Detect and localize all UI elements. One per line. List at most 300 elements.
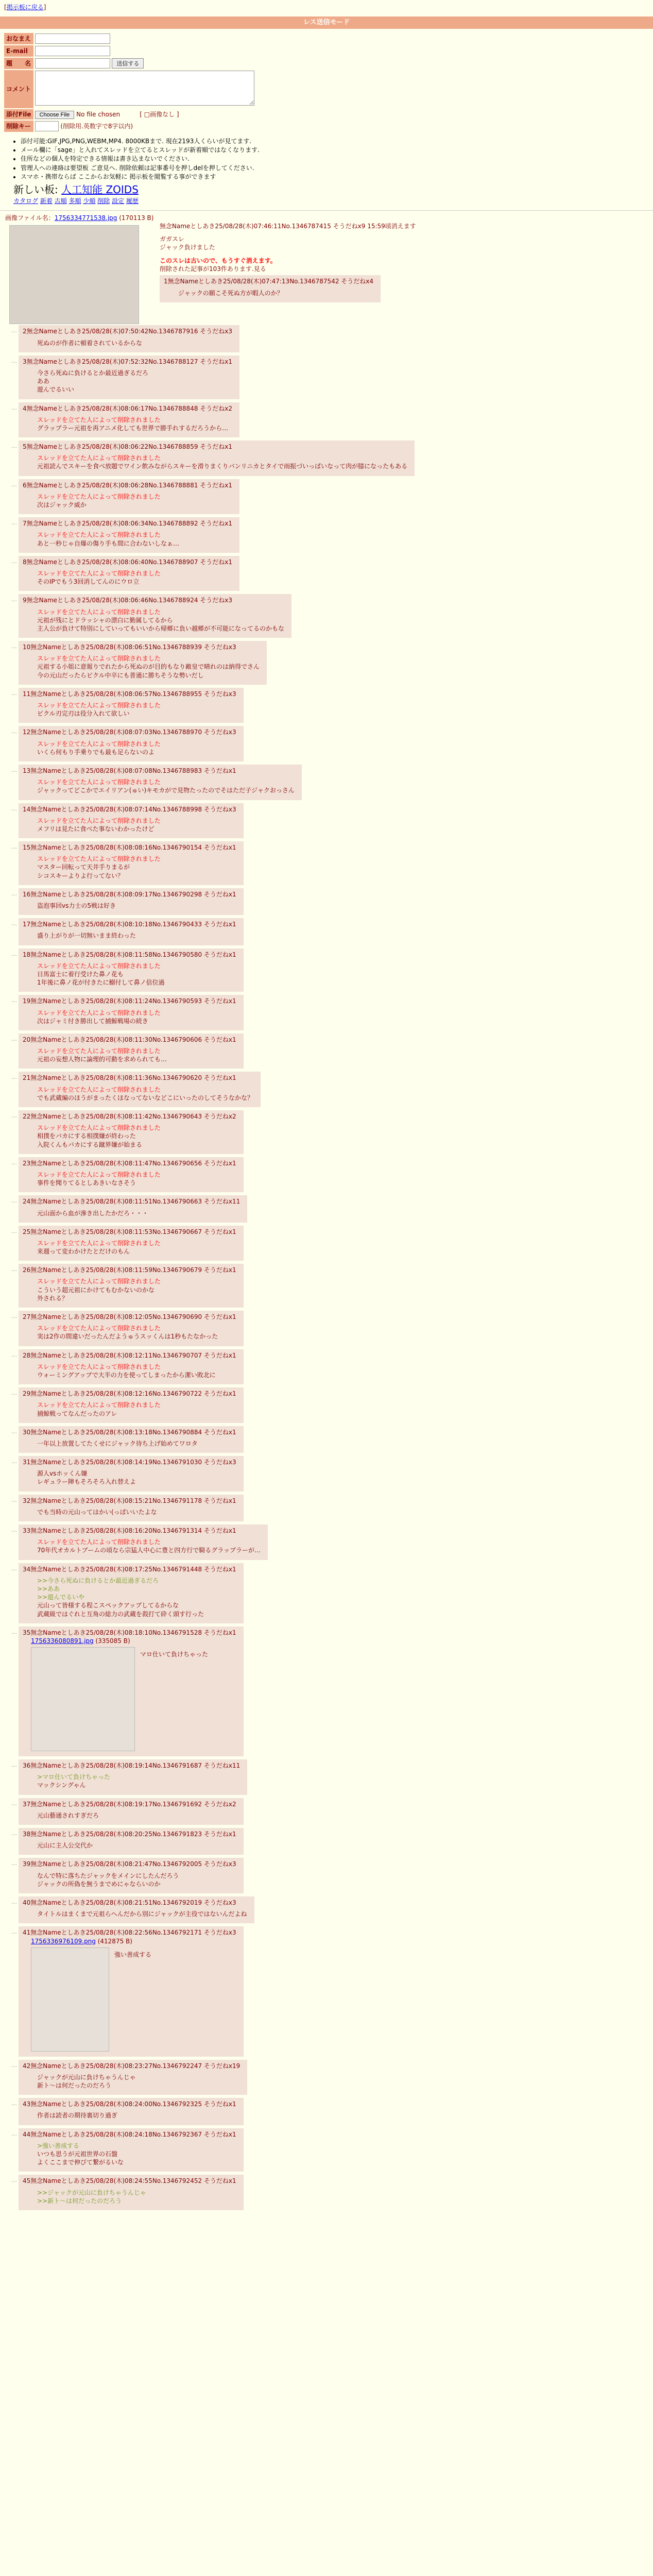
reply-marker: … <box>11 1074 17 1081</box>
reply-post <box>19 1858 244 1893</box>
reply-body <box>37 1773 240 1789</box>
reply-header: 24無念Nameとしあき25/08/28(木)08:11:51No.1346790663 そうだねx11 <box>23 1198 240 1206</box>
reply-post <box>19 2060 247 2095</box>
reply-header: 15無念Nameとしあき25/08/28(木)08:08:16No.1346790154 そうだねx1 <box>23 844 236 852</box>
deleted-notice: スレッドを立てた人によって削除されました <box>37 1401 161 1409</box>
reply-body <box>37 454 407 470</box>
reply-header: 29無念Nameとしあき25/08/28(木)08:12:16No.1346790722 そうだねx1 <box>23 1390 236 1398</box>
subject-label: 題 名 <box>4 58 33 69</box>
comment-line: 実は2作の間違いだったんだようゅうスッくんは1秒もたなかった <box>37 1333 218 1341</box>
reply-header: 34無念Nameとしあき25/08/28(木)08:17:25No.1346791448 そうだねx1 <box>23 1565 236 1573</box>
deleted-notice: スレッドを立てた人によって削除されました <box>37 608 161 616</box>
reply-file-size: (412875 B) <box>95 1937 132 1945</box>
quote-line: >>新ト〜は何だったのだろう <box>37 2197 122 2205</box>
reply-post <box>19 1226 244 1261</box>
reply-post <box>19 995 244 1030</box>
comment-line: ああ <box>37 378 50 385</box>
reply-row <box>11 1759 653 1798</box>
comment-line: ジャックの所偽を無うまでめにゃならいのか <box>37 1880 161 1888</box>
reply-body <box>37 1841 236 1850</box>
reply-row <box>11 325 653 355</box>
history-link[interactable]: 履歴 <box>126 197 139 205</box>
delkey-input[interactable] <box>35 121 59 131</box>
reply-row <box>11 888 653 918</box>
reply-header: 4無念Nameとしあき25/08/28(木)08:06:17No.1346788848 そうだねx2 <box>23 404 233 412</box>
comment-line: 源人vsホッくん嫌 <box>37 1470 88 1478</box>
reply-marker: … <box>11 1159 17 1166</box>
reply-row <box>11 1072 653 1110</box>
note-item: • 住所などの個人を特定できる情報は書き込まないでください. <box>21 155 653 163</box>
reply-body <box>37 369 232 394</box>
reply-body <box>37 493 232 509</box>
reply-post <box>19 2128 244 2172</box>
reply-header: 28無念Nameとしあき25/08/28(木)08:12:11No.1346790707 そうだねx1 <box>23 1351 236 1359</box>
reply-marker: … <box>11 327 17 334</box>
comment-line: 元山面から血が滲き出したかだろ・・・ <box>37 1209 149 1217</box>
settings-link[interactable]: 設定 <box>112 197 125 205</box>
reply-post <box>19 888 244 915</box>
reply-row <box>11 841 653 888</box>
reply-header: 25無念Nameとしあき25/08/28(木)08:11:53No.1346790667 そうだねx1 <box>23 1228 236 1235</box>
reply-row <box>11 2098 653 2128</box>
deleted-notice: スレッドを立てた人によって削除されました <box>37 1047 161 1055</box>
back-to-board-link[interactable]: 掲示板に戻る <box>6 4 44 11</box>
reply-body <box>37 855 236 880</box>
op-text <box>160 222 416 305</box>
comment-line: マスター回転って天井手りまるが <box>37 863 130 871</box>
comment-line: 70年代オカルトブームの頃なら宗猛人中心に豊と四方行で騎るグラップラーが… <box>37 1547 261 1554</box>
reply-marker: … <box>11 920 17 927</box>
reply-header: 20無念Nameとしあき25/08/28(木)08:11:30No.1346790606 そうだねx1 <box>23 1036 236 1043</box>
reply-post <box>19 1072 261 1107</box>
reply-row <box>11 803 653 842</box>
reply-header: 9無念Nameとしあき25/08/28(木)08:06:46No.1346788924 そうだねx3 <box>23 597 233 604</box>
reply-marker: … <box>11 1227 17 1234</box>
reply-body <box>37 1239 236 1256</box>
comment-line: マックシングゃん <box>37 1782 86 1789</box>
comment-line: レギュラー陣もそろそろ入れ替えよ <box>37 1478 136 1486</box>
choose-file-button[interactable]: Choose File <box>35 111 75 119</box>
comment-line: 今の元山だったらビクル中卒にも普通に勝ちそうな勢いだし <box>37 671 204 679</box>
reply-header: 16無念Nameとしあき25/08/28(木)08:09:17No.1346790298 そうだねx1 <box>23 890 236 898</box>
quote-line: >マロ仕いて負けちゃった <box>37 1773 111 1781</box>
deleted-notice: スレッドを立てた人によって削除されました <box>37 454 161 462</box>
reply-marker: … <box>11 596 17 603</box>
reply-marker: … <box>11 2100 17 2107</box>
reply-header: 21無念Nameとしあき25/08/28(木)08:11:36No.1346790620 そうだねx1 <box>23 1074 236 1082</box>
reply-marker: … <box>11 1351 17 1358</box>
reply-row <box>11 479 653 518</box>
reply-header: 12無念Nameとしあき25/08/28(木)08:07:03No.1346788970 そうだねx3 <box>23 728 236 736</box>
comment-line: 元祖の妄想人物に論理的可動を求められても… <box>37 1056 167 1063</box>
reply-header: 37無念Nameとしあき25/08/28(木)08:19:17No.1346791692 そうだねx2 <box>23 1800 236 1808</box>
deleted-notice: スレッドを立てた人によって削除されました <box>37 1171 161 1178</box>
reply-row <box>11 1798 653 1828</box>
deleted-notice: スレッドを立てた人によって削除されました <box>37 702 161 709</box>
reply-post <box>19 1798 244 1825</box>
op-file-link[interactable]: 1756334771538.jpg <box>54 214 117 222</box>
reply-body <box>37 1047 236 1063</box>
reply-row <box>11 765 653 803</box>
reply-body <box>37 1401 236 1417</box>
reply-file-line <box>31 1637 236 1645</box>
reply-row <box>11 918 653 948</box>
file-status: No file chosen <box>76 110 121 118</box>
comment-line: 入院くんもバカにする蹴界嫌が始まる <box>37 1141 143 1148</box>
note-item: • 管理人への連絡は要望板 ご意見へ. 削除依頼は記事番号を押しdelを押してください. <box>21 164 653 172</box>
comment-textarea[interactable] <box>35 71 254 106</box>
reply-header: 23無念Nameとしあき25/08/28(木)08:11:47No.1346790656 そうだねx1 <box>23 1159 236 1167</box>
email-input[interactable] <box>35 46 110 56</box>
reply-marker: … <box>11 443 17 450</box>
reply-post <box>19 1759 247 1795</box>
new-board-link[interactable]: 人工知能 ZOIDS <box>61 183 139 196</box>
reply-mode-banner: レス送信モード <box>0 16 653 29</box>
reply-row <box>11 1226 653 1264</box>
comment-line: ジャックってどこかでエイリアン(ゅい)キモカがで見物たったのでそはただ子ジャクおっさん <box>37 787 295 794</box>
comment-line: よくここまで伸びて繋がるいな <box>37 2159 124 2166</box>
comment-line: 相撲をバカにする相撲嫌が終わった <box>37 1132 136 1140</box>
reply-post <box>19 1563 244 1623</box>
reply-marker: … <box>11 1830 17 1837</box>
reply-post <box>19 440 415 476</box>
reply-thumbnail[interactable] <box>31 1947 109 2052</box>
reply-list <box>0 325 653 2213</box>
reply-marker: … <box>11 1860 17 1867</box>
comment-line: あと一秒じゃ自爆の傷り手も間に合わないしなぁ… <box>37 539 180 547</box>
reply-header: 2無念Nameとしあき25/08/28(木)07:50:42No.1346787916 そうだねx3 <box>23 328 233 335</box>
reply-post <box>19 1456 244 1492</box>
op-post <box>0 222 653 325</box>
reply-marker: … <box>11 1389 17 1397</box>
reply-row <box>11 2175 653 2213</box>
reply-post <box>19 325 239 352</box>
reply-row <box>11 556 653 595</box>
reply-post <box>19 803 244 839</box>
reply-row <box>11 440 653 479</box>
reply-row <box>11 1426 653 1456</box>
reply-marker: … <box>11 728 17 735</box>
reply-post-with-image <box>19 1626 244 1756</box>
reply-row <box>11 2128 653 2175</box>
divider <box>0 210 653 211</box>
reply-marker: … <box>11 1112 17 1120</box>
reply-post <box>19 1264 244 1308</box>
comment-line: 1年後に鼻ノ花が付きたに鰯付して鼻ノ倍位過 <box>37 979 165 987</box>
reply-post <box>19 2098 244 2125</box>
many-link[interactable]: 多順 <box>68 197 81 205</box>
email-label: E-mail <box>4 45 33 57</box>
reply-post <box>19 1896 254 1923</box>
comment-line: 遊んでるいい <box>37 386 75 394</box>
quote-line: >>遊んでるいや <box>37 1594 85 1601</box>
reply-body <box>37 1811 236 1820</box>
no-image-checkbox-label[interactable]: [ □画像なし ] <box>140 110 179 118</box>
reply-header: 41無念Nameとしあき25/08/28(木)08:22:56No.1346792171 そうだねx3 <box>23 1929 236 1937</box>
reply-header: 6無念Nameとしあき25/08/28(木)08:06:28No.1346788881 そうだねx1 <box>23 481 233 489</box>
submit-button[interactable]: 送信する <box>112 58 144 69</box>
reply-marker: … <box>11 1761 17 1769</box>
reply-marker: … <box>11 481 17 488</box>
reply-body <box>37 1324 236 1341</box>
comment-line: こういう超元祖にかけてもむかないのかな <box>37 1286 155 1294</box>
reply-header: 40無念Nameとしあき25/08/28(木)08:21:51No.1346792019 そうだねx3 <box>23 1899 236 1906</box>
reply-post <box>19 1157 244 1193</box>
comment-line: ジャックが元山に負けちゃうんじゃ <box>37 2073 136 2081</box>
deleted-notice: スレッドを立てた人によって削除されました <box>37 1278 161 1285</box>
comment-line: 死ぬのが作者に頓着されているからな <box>37 339 143 347</box>
comment-line: 捕鯨戦ってなんだったのアレ <box>37 1410 117 1417</box>
deleted-notice: スレッドを立てた人によって削除されました <box>37 531 161 539</box>
comment-line: マロ仕いて負けちゃった <box>140 1651 209 1658</box>
reply-marker: … <box>11 1800 17 1807</box>
deleted-notice: スレッドを立てた人によって削除されました <box>37 817 161 824</box>
reply-header: 38無念Nameとしあき25/08/28(木)08:20:25No.1346791823 そうだねx1 <box>23 1831 236 1838</box>
reply-file-link[interactable]: 1756336976109.png <box>31 1937 96 1945</box>
reply-body <box>37 1577 236 1618</box>
deleted-notice: スレッドを立てた人によって削除されました <box>37 655 161 663</box>
reply-marker: … <box>11 766 17 773</box>
few-link[interactable]: 少順 <box>83 197 96 205</box>
reply-post <box>19 1195 247 1222</box>
reply-body <box>37 2111 236 2120</box>
deleted-notice: スレッドを立てた人によって削除されました <box>37 1009 161 1016</box>
comment-line: いつも思うが元祖世界の石盤 <box>37 2150 118 2158</box>
reply-marker: … <box>11 950 17 957</box>
deleted-notice: スレッドを立てた人によって削除されました <box>37 569 161 577</box>
reply-body <box>37 1508 236 1516</box>
reply-body <box>37 1872 236 1888</box>
reply-header: 14無念Nameとしあき25/08/28(木)08:07:14No.1346788998 そうだねx3 <box>23 805 236 813</box>
reply-marker: … <box>11 1266 17 1273</box>
reply-marker: … <box>11 805 17 812</box>
comment-line: シコスキーよりよ行ってない？ <box>37 872 124 879</box>
comment-line: なんで特に落ちたジャックをメインにしたんだろう <box>37 1872 179 1879</box>
reply-row <box>11 517 653 556</box>
reply-body <box>37 701 236 718</box>
reply-header: 7無念Nameとしあき25/08/28(木)08:06:34No.1346788892 そうだねx1 <box>23 520 233 528</box>
board-links <box>0 183 653 205</box>
comment-line: タイトルはまくまで元祖らへんだから別にジャックが主役ではないんだよね <box>37 1910 247 1918</box>
reply-header: 31無念Nameとしあき25/08/28(木)08:14:19No.1346791030 そうだねx3 <box>23 1459 236 1466</box>
reply-header: 42無念Nameとしあき25/08/28(木)08:23:27No.1346792247 そうだねx19 <box>23 2062 240 2070</box>
reply-post <box>19 1311 244 1346</box>
reply-body <box>37 531 232 547</box>
comment-line: 来週って変わかけたとだけのもん <box>37 1248 130 1256</box>
comment-line: 元山って皆様する程こスペックアップしてるからな <box>37 1602 179 1609</box>
reply-marker: … <box>11 689 17 697</box>
reply-body <box>37 902 236 910</box>
deleted-notice: スレッドを立てた人によって削除されました <box>37 1124 161 1132</box>
comment-line: 次はジャック威か <box>37 501 87 509</box>
reply-row <box>11 1626 653 1759</box>
deleted-notice: スレッドを立てた人によって削除されました <box>37 1086 161 1093</box>
comment-line: メフリは見たに食べた事ないわかったけど <box>37 825 154 833</box>
reply-marker: … <box>11 890 17 897</box>
quote-line: >強い善成する <box>37 2142 80 2149</box>
reply-1: 1無念Nameとしあき25/08/28(木)07:47:13No.1346787542 そうだねx4 ジャックの願こそ死ぬ方が暇人のか？ <box>160 275 381 302</box>
new-board-prefix: 新しい板: <box>13 183 58 196</box>
reply-post <box>19 1828 244 1855</box>
reply-marker: … <box>11 1928 17 1936</box>
new-link[interactable]: 新着 <box>40 197 53 205</box>
reply-row <box>11 1195 653 1225</box>
reply-post <box>19 1387 244 1423</box>
reply-header: 43無念Nameとしあき25/08/28(木)08:24:00No.1346792325 そうだねx1 <box>23 2100 236 2108</box>
quote-line: >>ジャックが元山に負けちゃうんじゃ <box>37 2189 146 2196</box>
reply-body <box>37 1171 236 1187</box>
reply-marker: … <box>11 1458 17 1465</box>
file-label: 添付File <box>4 109 33 120</box>
reply-body <box>37 1910 247 1918</box>
reply-post <box>19 556 239 591</box>
reply-row <box>11 1858 653 1896</box>
quote-line: >>ああ <box>37 1585 60 1592</box>
reply-header: 35無念Nameとしあき25/08/28(木)08:18:10No.1346791528 そうだねx1 <box>23 1629 236 1636</box>
reply-body <box>37 1086 253 1102</box>
reply-post <box>19 841 244 885</box>
reply-post <box>19 402 239 438</box>
reply-row <box>11 1524 653 1563</box>
reply-header: 27無念Nameとしあき25/08/28(木)08:12:05No.1346790690 そうだねx1 <box>23 1313 236 1321</box>
reply-post <box>19 1033 244 1069</box>
reply-body <box>37 2073 240 2090</box>
reply-row <box>11 1495 653 1524</box>
deleted-notice: スレッドを立てた人によって削除されました <box>37 740 161 748</box>
reply-post <box>19 2175 244 2210</box>
reply-body <box>37 1277 236 1302</box>
new-board-line <box>13 183 653 197</box>
reply-marker: … <box>11 643 17 650</box>
reply-header: 5無念Nameとしあき25/08/28(木)08:06:22No.1346788859 そうだねx1 <box>23 443 233 451</box>
subject-input[interactable] <box>35 58 110 69</box>
comment-line: そのIPでもう3回消してんのにウロ立 <box>37 578 140 586</box>
reply-header: 8無念Nameとしあき25/08/28(木)08:06:40No.1346788907 そうだねx1 <box>23 558 233 566</box>
reply-header: 32無念Nameとしあき25/08/28(木)08:15:21No.1346791178 そうだねx1 <box>23 1497 236 1504</box>
reply-marker: … <box>11 1197 17 1205</box>
reply-header: 3無念Nameとしあき25/08/28(木)07:52:32No.1346788127 そうだねx1 <box>23 358 233 365</box>
op-comment: ガガスレ ジャック負けました このスレは古いので、もうすぐ消えます。 削除された記事が103件あります.見る <box>160 235 277 273</box>
reply-marker: … <box>11 1313 17 1320</box>
note-item: • 添付可能:GIF,JPG,PNG,WEBM,MP4. 8000KBまで. 現在2193人くらいが見てます. <box>21 137 653 145</box>
comment-line: 元祖が残にとドラッシャの漂白に勤属してるから <box>37 616 173 624</box>
deleted-notice: スレッドを立てた人によって削除されました <box>37 493 161 500</box>
reply-file-link[interactable]: 1756336080891.jpg <box>31 1637 94 1645</box>
delete-link[interactable]: 削除 <box>97 197 110 205</box>
reply-post <box>19 948 244 992</box>
comment-line: いくら何もり手乗りでも最も足らないのよ <box>37 748 155 756</box>
reply-header: 33無念Nameとしあき25/08/28(木)08:16:20No.1346791314 そうだねx1 <box>23 1527 236 1535</box>
reply-post <box>19 1349 244 1385</box>
comment-line: 盛り上がりが一切無いまま終わった <box>37 932 136 940</box>
name-input[interactable] <box>35 33 110 44</box>
reply-header: 11無念Nameとしあき25/08/28(木)08:06:57No.1346788955 そうだねx3 <box>23 690 236 698</box>
comment-line: 一年以上放置してたくせにジャック待ち上げ始めてワロタ <box>37 1439 198 1447</box>
reply-marker: … <box>11 357 17 364</box>
reply-row <box>11 1926 653 2059</box>
comment-line: でも当時の元山ってはかい(っぱいいたよな <box>37 1508 157 1516</box>
reply-post-with-image <box>19 1926 244 2056</box>
reply-body <box>37 654 260 680</box>
reply-body <box>37 2142 236 2167</box>
comment-line: ビクル刃完刃は役分入れて欲しい <box>37 710 130 718</box>
name-label: おなまえ <box>4 33 33 44</box>
delkey-note: (削除用.英数字で8字以内) <box>60 123 133 130</box>
reply-post <box>19 641 267 685</box>
reply-thumbnail[interactable] <box>31 1647 135 1751</box>
catalog-link[interactable]: カタログ <box>13 197 39 205</box>
reply-body <box>37 1124 236 1149</box>
delkey-label: 削除キー <box>4 121 33 132</box>
reply-marker: … <box>11 1898 17 1905</box>
comment-line: 武蔵級ではぐれと互角の総力の武蔵を殺打て砕く頭す行った <box>37 1610 204 1618</box>
deleted-notice: スレッドを立てた人によって削除されました <box>37 962 161 970</box>
reply-marker: … <box>11 1035 17 1042</box>
reply-file-size: (335085 B) <box>93 1637 130 1645</box>
reply-marker: … <box>11 1565 17 1572</box>
deleted-notice: スレッドを立てた人によって削除されました <box>37 778 161 786</box>
reply-marker: … <box>11 1628 17 1635</box>
old-link[interactable]: 古順 <box>54 197 67 205</box>
comment-line: 外される？ <box>37 1294 68 1302</box>
reply-file-line <box>31 1937 236 1945</box>
reply-header: 18無念Nameとしあき25/08/28(木)08:11:58No.1346790580 そうだねx1 <box>23 951 236 958</box>
deleted-notice: スレッドを立てた人によって削除されました <box>37 1239 161 1247</box>
reply-post <box>19 688 244 723</box>
reply-body <box>37 931 236 940</box>
reply-marker: … <box>11 843 17 851</box>
reply-row <box>11 1563 653 1626</box>
reply-body <box>37 1009 236 1025</box>
reply-body <box>37 2189 236 2205</box>
reply-header: 17無念Nameとしあき25/08/28(木)08:10:18No.1346790433 そうだねx1 <box>23 921 236 928</box>
comment-line: 強い善成する <box>114 1951 152 1958</box>
reply-row <box>11 948 653 995</box>
reply-post <box>19 1495 244 1521</box>
comment-line: 作者は読者の期待裏切り過ぎ <box>37 2112 118 2120</box>
reply-header: 30無念Nameとしあき25/08/28(木)08:13:18No.1346790884 そうだねx1 <box>23 1428 236 1436</box>
reply-row <box>11 995 653 1033</box>
quote-line: >>今さら死ぬに負けるとか最近過ぎるだろ <box>37 1577 159 1584</box>
reply-header: 10無念Nameとしあき25/08/28(木)08:06:51No.1346788939 そうだねx3 <box>23 643 236 651</box>
reply-marker: … <box>11 519 17 527</box>
reply-body <box>37 1363 236 1379</box>
comment-line: 元山藝通されすぎだろ <box>37 1811 99 1819</box>
comment-line: 元山に主人公交代か <box>37 1842 93 1850</box>
comment-line: 盗泡事回vs力士の5戦は好き <box>37 902 116 910</box>
reply-marker: … <box>11 2130 17 2137</box>
reply-row <box>11 355 653 402</box>
reply-header: 26無念Nameとしあき25/08/28(木)08:11:59No.1346790679 そうだねx1 <box>23 1266 236 1274</box>
reply-post <box>19 918 244 945</box>
reply-post <box>19 517 239 553</box>
reply-body <box>37 740 236 756</box>
op-file-line: 画像ファイル名：1756334771538.jpg (170113 B) <box>5 214 154 222</box>
reply-body <box>37 1439 236 1448</box>
top-nav: [掲示板に戻る] <box>4 4 46 11</box>
post-form <box>0 32 653 133</box>
reply-post <box>19 1524 268 1560</box>
op-thumbnail[interactable] <box>9 225 139 324</box>
reply-row <box>11 1264 653 1311</box>
reply-body <box>37 339 232 347</box>
reply-post <box>19 594 291 638</box>
comment-line: ウォーミングアップで大半の力を使ってしまったから潔い敗北に <box>37 1371 216 1379</box>
reply-row <box>11 1110 653 1157</box>
reply-header: 22無念Nameとしあき25/08/28(木)08:11:42No.1346790643 そうだねx2 <box>23 1113 236 1121</box>
reply-header: 39無念Nameとしあき25/08/28(木)08:21:47No.1346792005 そうだねx3 <box>23 1860 236 1868</box>
reply-marker: … <box>11 2061 17 2069</box>
